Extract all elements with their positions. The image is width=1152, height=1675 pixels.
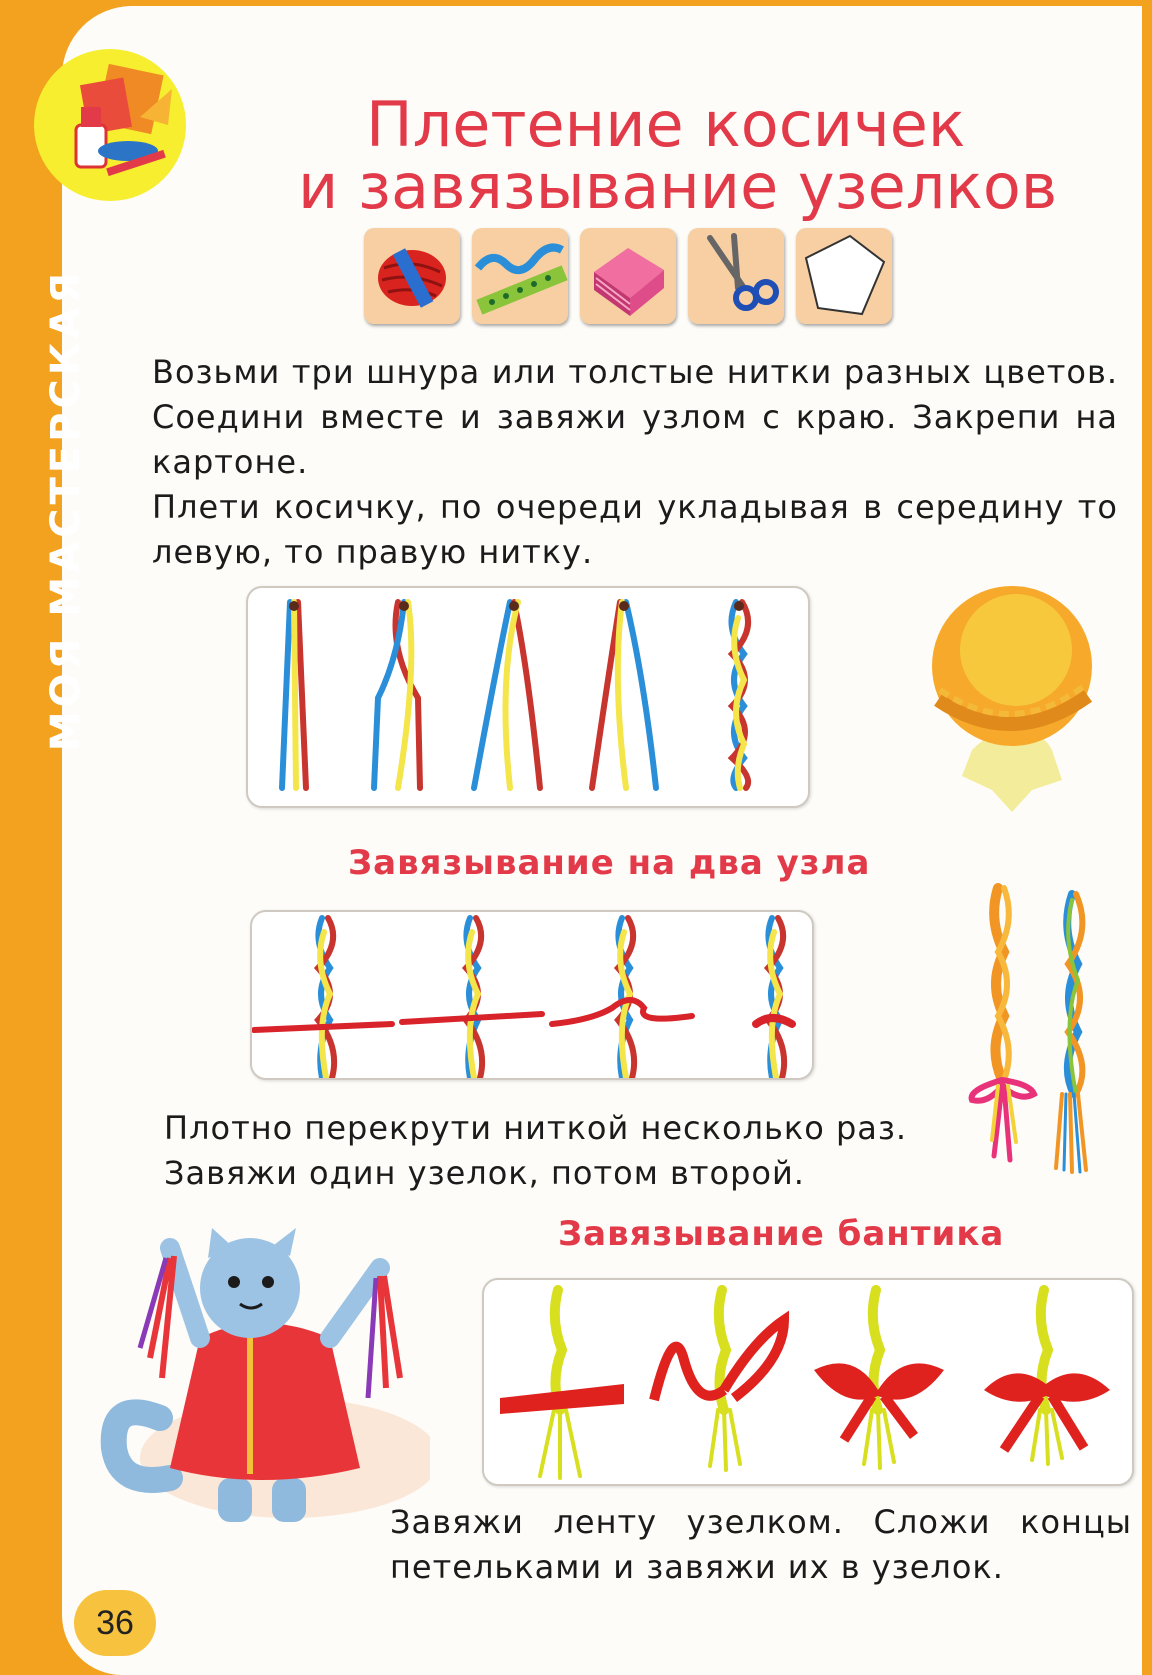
bow-instructions	[390, 1500, 1132, 1590]
scissors-icon	[688, 228, 784, 324]
finished-braids-illustration	[958, 880, 1118, 1182]
two-knots-photo	[250, 910, 814, 1080]
braid-text-2: Плети косичку, по очереди укладывая в середину то левую, то правую нитку.	[152, 488, 1118, 571]
ribbon-icon	[472, 228, 568, 324]
sidebar-vertical-title: МОЯ МАСТЕРСКАЯ	[43, 268, 89, 752]
crafts-badge-icon	[32, 47, 188, 203]
yarn-ball-icon	[364, 228, 460, 324]
cardboard-icon	[796, 228, 892, 324]
materials-strip	[364, 228, 892, 324]
braid-instructions	[152, 350, 1118, 575]
braid-steps-photo	[246, 586, 810, 808]
two-knots-heading: Завязывание на два узла	[348, 843, 871, 883]
sidebar-strip	[0, 0, 70, 1675]
two-knots-text-1: Плотно перекрути ниткой несколько раз.	[164, 1109, 908, 1147]
page-title-line-1: Плетение косичек	[366, 88, 966, 161]
two-knots-text-2: Завяжи один узелок, потом второй.	[164, 1154, 805, 1192]
page-title-line-2: и завязывание узелков	[298, 150, 1058, 223]
paper-stack-icon	[580, 228, 676, 324]
braided-doll-illustration	[912, 580, 1112, 816]
cat-character-illustration	[100, 1228, 430, 1528]
two-knots-instructions	[164, 1106, 924, 1196]
bow-steps-photo	[482, 1278, 1134, 1486]
bow-heading: Завязывание бантика	[558, 1214, 1005, 1254]
bow-text: Завяжи ленту узелком. Сложи концы петельками и завяжи их в узелок.	[390, 1503, 1132, 1586]
page-number: 36	[74, 1590, 156, 1656]
braid-text-1: Возьми три шнура или толстые нитки разных цветов. Соедини вместе и завяжи узлом с краю. Закрепи на картоне.	[152, 353, 1118, 481]
